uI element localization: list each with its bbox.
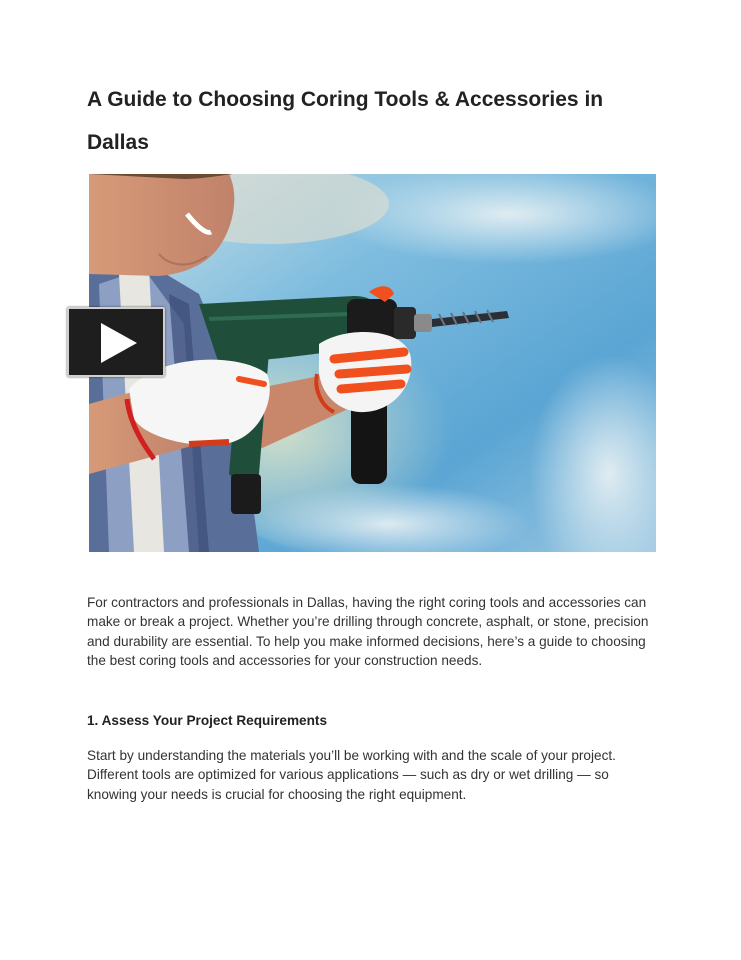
video-play-button[interactable]	[67, 307, 165, 377]
play-icon	[101, 323, 137, 363]
section-paragraph: Start by understanding the materials you’ll be working with and the scale of your project. Different tools are optimized for various applications — such as dry or wet drilling — so knowing your needs is crucial for choosing the right equipment.	[87, 748, 616, 802]
section-heading: 1. Assess Your Project Requirements	[87, 713, 328, 728]
intro-paragraph: For contractors and professionals in Dallas, having the right coring tools and accessories can make or break a project. Whether you’re drilling through concrete, asphalt, or stone, precision and durability are essential. To help you make informed decisions, here’s a guide to choosing the best coring tools and accessories for your construction needs.	[87, 595, 649, 668]
page-title: A Guide to Choosing Coring Tools & Accessories in Dallas	[87, 88, 604, 154]
hero-image	[89, 174, 656, 552]
